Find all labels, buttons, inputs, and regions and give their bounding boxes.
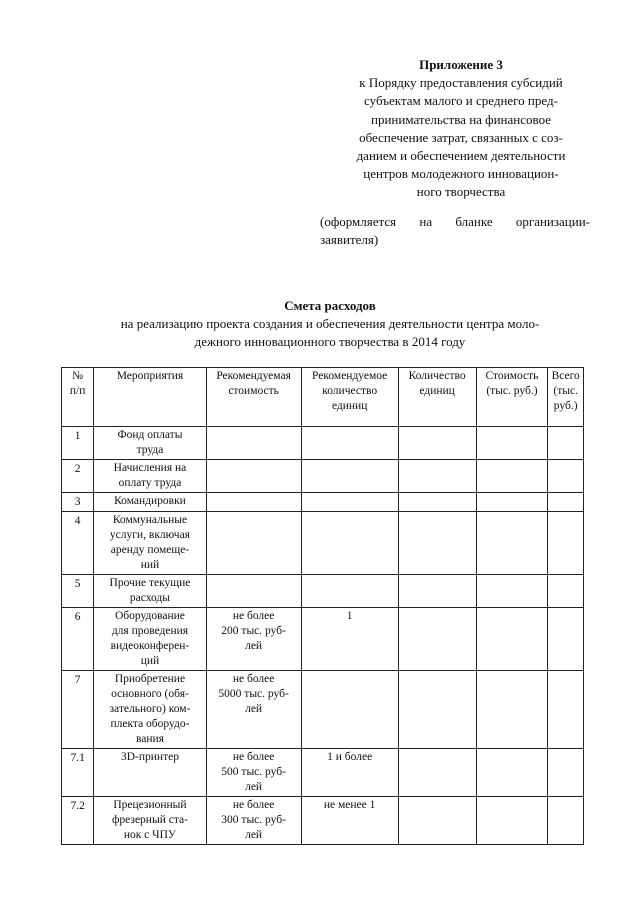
table-cell-qty <box>398 493 476 512</box>
note-word: бланке <box>455 214 493 229</box>
estimate-table <box>61 367 584 845</box>
table-cell-total <box>548 797 584 845</box>
table-row <box>62 608 584 671</box>
table-cell-num: 7.1 <box>62 749 94 797</box>
table-cell-num: 3 <box>62 493 94 512</box>
table-cell-recommended-qty <box>301 671 398 749</box>
table-row <box>62 797 584 845</box>
table-cell-total <box>548 671 584 749</box>
annex-line: обеспечение затрат, связанных с соз- <box>359 129 563 145</box>
estimate-subtitle-line: дежного инновационного творчества в 2014 году <box>194 334 466 349</box>
table-cell-num: 7.2 <box>62 797 94 845</box>
estimate-heading <box>60 297 600 351</box>
table-cell-qty <box>398 608 476 671</box>
annex-block <box>330 56 592 202</box>
table-row <box>62 493 584 512</box>
table-cell-total <box>548 512 584 575</box>
table-cell-recommended-cost <box>206 575 301 608</box>
annex-line: принимательства на финансовое <box>371 111 551 127</box>
table-cell-activity: Командировки <box>94 493 206 512</box>
annex-line: субъектам малого и среднего пред- <box>364 93 558 109</box>
annex-title: Приложение 3 <box>419 57 503 72</box>
note-line: заявителя) <box>320 232 379 247</box>
table-cell-activity: Оборудование для проведения видеоконферен- ций <box>94 608 206 671</box>
table-cell-num: 1 <box>62 427 94 460</box>
table-cell-recommended-qty <box>301 460 398 493</box>
estimate-title: Смета расходов <box>284 298 376 313</box>
note-word: (оформляется <box>320 214 397 229</box>
table-row <box>62 512 584 575</box>
table-cell-recommended-qty: 1 и более <box>301 749 398 797</box>
table-cell-cost <box>476 427 548 460</box>
table-cell-activity: Фонд оплаты труда <box>94 427 206 460</box>
table-cell-recommended-qty: не менее 1 <box>301 797 398 845</box>
note-word: организации- <box>515 214 590 229</box>
table-cell-num: 7 <box>62 671 94 749</box>
table-row <box>62 460 584 493</box>
table-cell-recommended-qty <box>301 575 398 608</box>
column-header-recommended-cost: Рекомендуемая стоимость <box>206 368 301 427</box>
table-cell-recommended-cost: не более 300 тыс. руб- лей <box>206 797 301 845</box>
table-cell-num: 2 <box>62 460 94 493</box>
table-cell-recommended-qty: 1 <box>301 608 398 671</box>
table-cell-recommended-cost <box>206 427 301 460</box>
table-cell-num: 5 <box>62 575 94 608</box>
table-cell-activity: Начисления на оплату труда <box>94 460 206 493</box>
note-line <box>320 213 590 231</box>
table-cell-recommended-cost: не более 200 тыс. руб- лей <box>206 608 301 671</box>
table-cell-cost <box>476 749 548 797</box>
table-cell-qty <box>398 575 476 608</box>
table-cell-cost <box>476 575 548 608</box>
table-row <box>62 575 584 608</box>
column-header-activity: Мероприятия <box>94 368 206 427</box>
table-cell-cost <box>476 512 548 575</box>
table-cell-recommended-qty <box>301 427 398 460</box>
table-header-row <box>62 368 584 427</box>
table-cell-cost <box>476 608 548 671</box>
annex-line: к Порядку предоставления субсидий <box>359 75 563 91</box>
table-cell-activity: Прочие текущие расходы <box>94 575 206 608</box>
letterhead-note <box>320 213 590 249</box>
table-cell-recommended-qty <box>301 512 398 575</box>
table-cell-qty <box>398 512 476 575</box>
table-cell-num: 6 <box>62 608 94 671</box>
table-cell-cost <box>476 460 548 493</box>
table-cell-qty <box>398 797 476 845</box>
table-cell-total <box>548 749 584 797</box>
column-header-recommended-qty: Рекомендуемое количество единиц <box>301 368 398 427</box>
table-row <box>62 671 584 749</box>
table-cell-recommended-qty <box>301 493 398 512</box>
table-cell-recommended-cost <box>206 493 301 512</box>
table-row <box>62 749 584 797</box>
table-cell-recommended-cost: не более 5000 тыс. руб- лей <box>206 671 301 749</box>
table-row <box>62 427 584 460</box>
table-cell-qty <box>398 427 476 460</box>
column-header-qty: Количество единиц <box>398 368 476 427</box>
table-cell-qty <box>398 460 476 493</box>
table-cell-total <box>548 575 584 608</box>
table-cell-cost <box>476 797 548 845</box>
table-body <box>62 427 584 845</box>
table-cell-total <box>548 427 584 460</box>
table-cell-total <box>548 493 584 512</box>
column-header-num: № п/п <box>62 368 94 427</box>
annex-line: данием и обеспечением деятельности <box>356 148 566 164</box>
table-cell-recommended-cost <box>206 460 301 493</box>
column-header-cost: Стоимость (тыс. руб.) <box>476 368 548 427</box>
table-cell-activity: Коммунальные услуги, включая аренду помеще- ний <box>94 512 206 575</box>
estimate-subtitle-line: на реализацию проекта создания и обеспечения деятельности центра моло- <box>120 316 540 331</box>
table-cell-qty <box>398 749 476 797</box>
table-cell-cost <box>476 671 548 749</box>
table-cell-total <box>548 608 584 671</box>
table-cell-recommended-cost <box>206 512 301 575</box>
table-cell-activity: Приобретение основного (обя- зательного) ком- плекта оборудо- вания <box>94 671 206 749</box>
table-cell-activity: 3D-принтер <box>94 749 206 797</box>
table-cell-activity: Прецезионный фрезерный ста- нок с ЧПУ <box>94 797 206 845</box>
annex-line: центров молодежного инновацион- <box>363 166 559 182</box>
note-word: на <box>419 214 433 229</box>
table-cell-recommended-cost: не более 500 тыс. руб- лей <box>206 749 301 797</box>
column-header-total: Всего (тыс. руб.) <box>548 368 584 427</box>
table-cell-qty <box>398 671 476 749</box>
table-cell-total <box>548 460 584 493</box>
table-cell-num: 4 <box>62 512 94 575</box>
annex-line: ного творчества <box>416 184 506 200</box>
table-cell-cost <box>476 493 548 512</box>
